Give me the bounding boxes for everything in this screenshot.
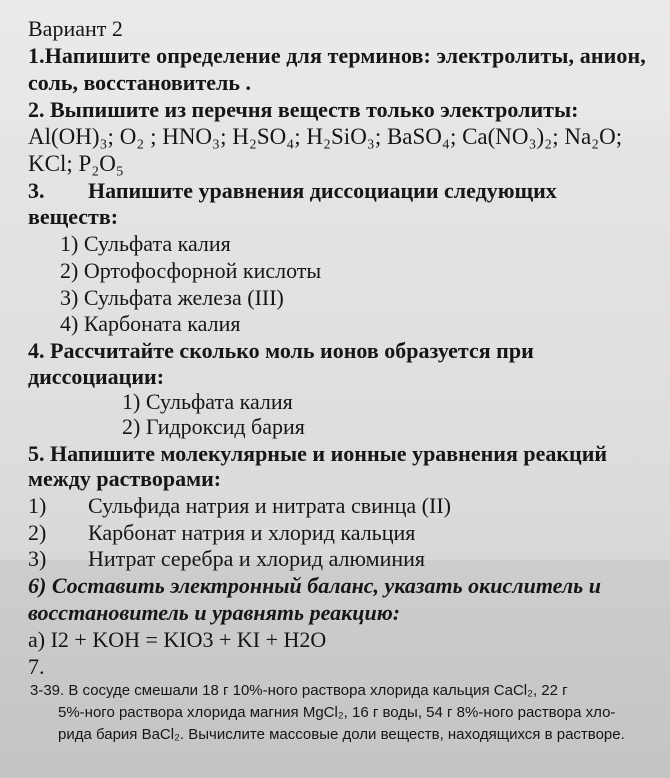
task1-line1: 1.Напишите определение для терминов: электролиты, анион, [28,43,646,68]
task7-line2: 5%-ного раствора хлорида магния MgCl₂, 16 г воды, 54 г 8%-ного раствора хло- [58,704,616,721]
task3-item: 1) Сульфата калия [60,231,231,256]
task6-line2: восстановитель и уравнять реакцию: [28,600,401,625]
task2-line1: 2. Выпишите из перечня веществ только электролиты: [28,97,579,122]
task7-line1: 3-39. В сосуде смешали 18 г 10%-ного раствора хлорида кальция CaCl₂, 22 г [30,682,568,699]
task5-line2: между растворами: [28,466,222,491]
task3-line1: Напишите уравнения диссоциации следующих [88,178,557,203]
task3-item: 4) Карбоната калия [60,311,241,336]
task4-line2: диссоциации: [28,364,165,389]
task7-number: 7. [28,654,45,679]
task5-line1: 5. Напишите молекулярные и ионные уравнения реакций [28,441,608,466]
task5-item-text: Сульфида натрия и нитрата свинца (II) [88,493,451,518]
task5-item-number: 3) [28,546,47,571]
task3-item: 2) Ортофосфорной кислоты [60,258,322,283]
task4-item: 1) Сульфата калия [122,389,293,414]
task6-line1: 6) Составить электронный баланс, указать окислитель и [28,573,601,598]
task2-formulas-line1: Al(OH)₃; O₂ ; HNO₃; H₂SO₄; H₂SiO₃; BaSO₄; Ca(NO₃)₂; Na₂O; [28,124,623,149]
task4-line1: 4. Рассчитайте сколько моль ионов образуется при [28,338,534,363]
task3-number: 3. [28,178,45,203]
task5-item-number: 2) [28,520,47,545]
task1-line2: соль, восстановитель . [28,70,252,95]
task5-item-text: Нитрат серебра и хлорид алюминия [88,546,426,571]
task3-item: 3) Сульфата железа (III) [60,285,284,310]
task2-formulas-line2: KCl; P₂O₅ [28,151,124,176]
task5-item-number: 1) [28,493,47,518]
task3-line2: веществ: [28,204,119,229]
task7-line3: рида бария BaCl₂. Вычислите массовые доли веществ, находящихся в растворе. [58,726,625,743]
task6-equation: а) I2 + KOH = KIO3 + KI + H2O [28,627,327,652]
task5-item-text: Карбонат натрия и хлорид кальция [88,520,416,545]
variant-title: Вариант 2 [28,16,123,41]
task4-item: 2) Гидроксид бария [122,414,305,439]
